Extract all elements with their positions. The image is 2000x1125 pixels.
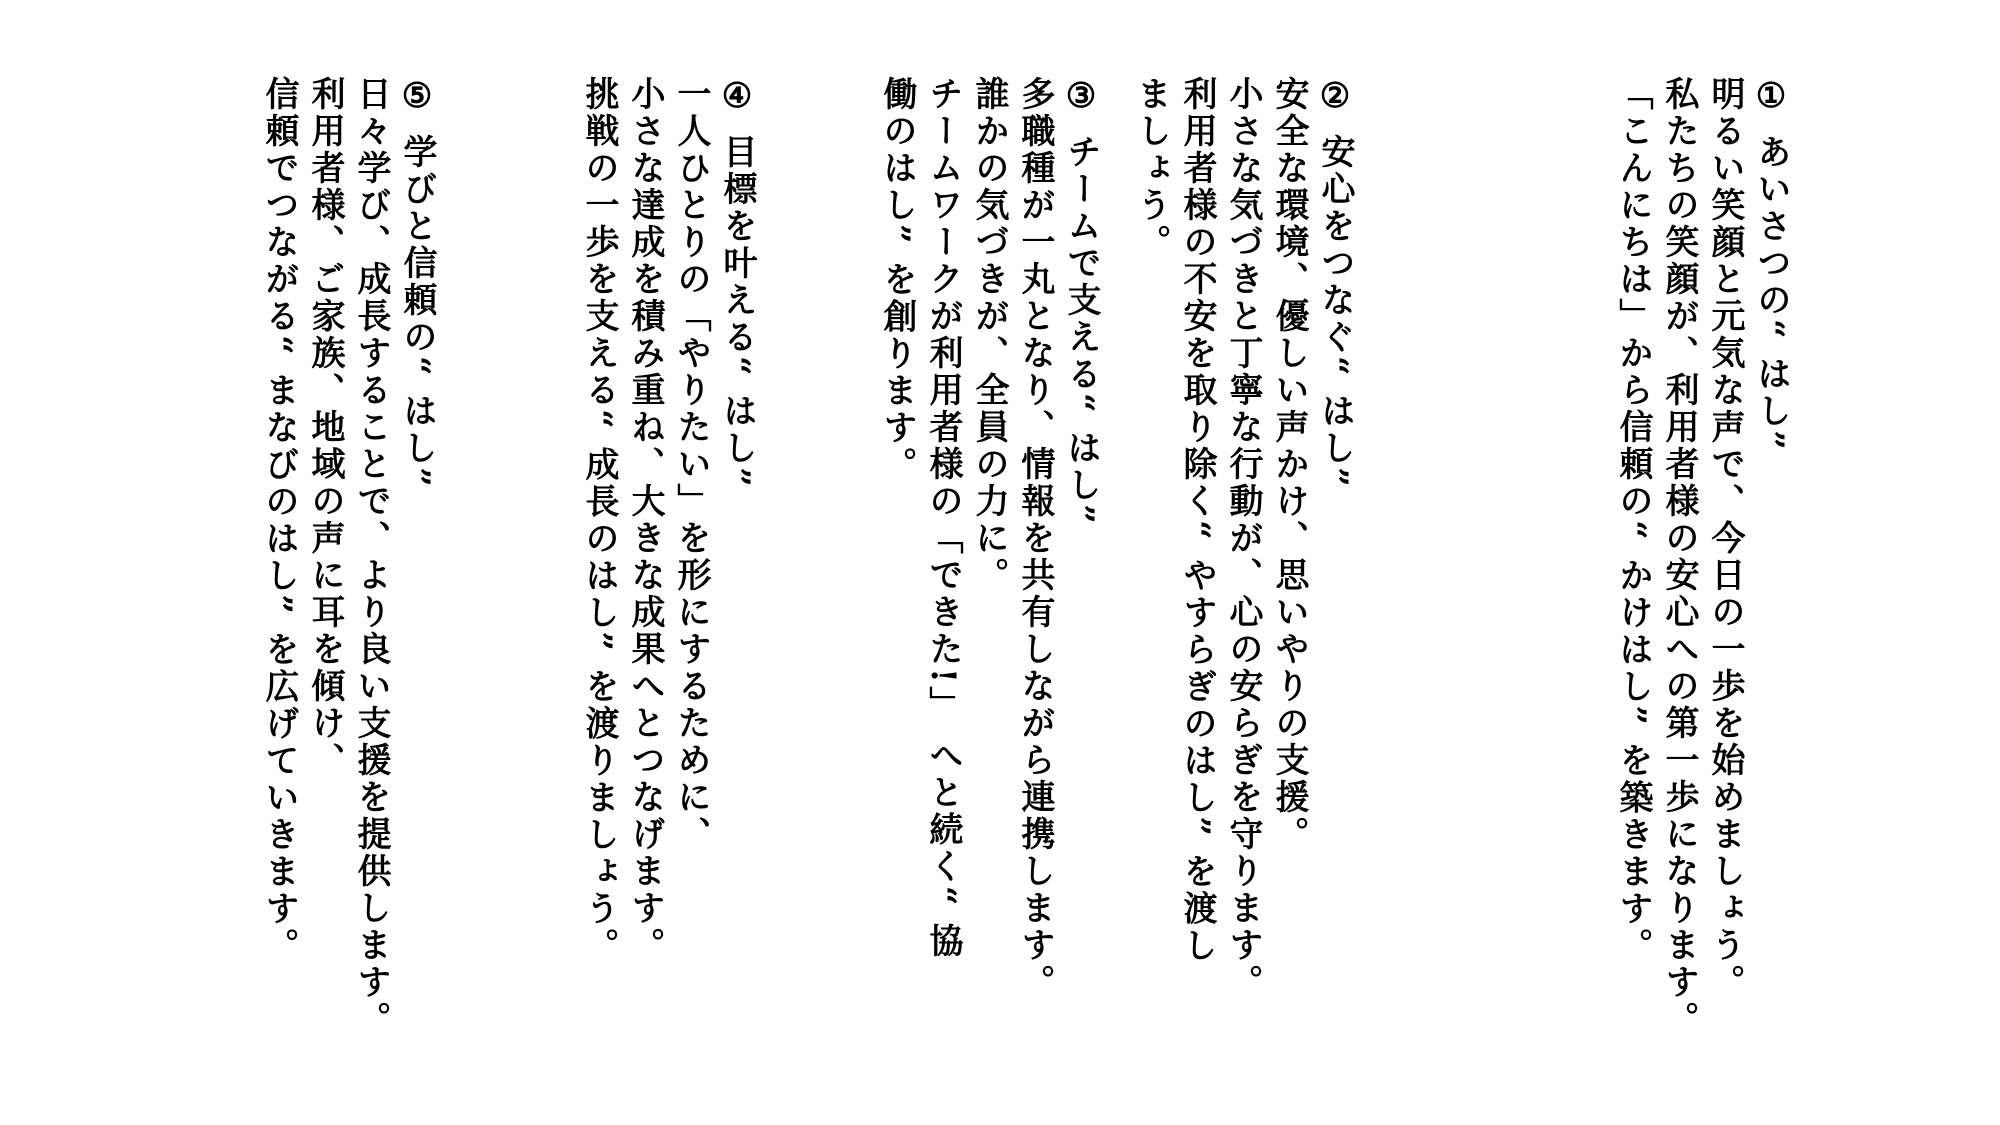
section-line: 挑戦の一歩を支える“ 成長のはし” を渡りましょう。 xyxy=(579,76,619,965)
section-line: 信頼でつながる“ まなびのはし” を広げていきます。 xyxy=(259,76,299,965)
section-line: 小さな達成を積み重ね、大きな成果へとつなげます。 xyxy=(625,76,665,964)
section-heading: ⑤ 学びと信頼の“ はし” xyxy=(397,76,437,490)
section-line: チームワークが利用者様の「できた!」 へと続く“ 協働のはし” を創ります。 xyxy=(877,76,963,961)
section-line: 明るい笑顔と元気な声で、今日の一歩を始めましょう。 xyxy=(1705,76,1745,1001)
section-line: 利用者様、ご家族、地域の声に耳を傾け、 xyxy=(305,76,345,779)
section-heading: ④ 目標を叶える“ はし” xyxy=(717,76,757,490)
section-anshin xyxy=(1128,76,1358,1076)
section-mokuhyou xyxy=(576,76,760,1076)
section-heading: ② 安心をつなぐ“ はし” xyxy=(1315,76,1355,490)
section-line: 誰かの気づきが、全員の力に。 xyxy=(969,76,1009,594)
section-line: 多職種が一丸となり、情報を共有しながら連携します。 xyxy=(1015,76,1055,1001)
section-heading: ① あいさつの“ はし” xyxy=(1751,76,1791,453)
section-heading: ③ チームで支える“ はし” xyxy=(1061,76,1101,527)
section-team xyxy=(874,76,1104,1076)
section-line: 小さな気づきと丁寧な行動が、心の安らぎを守ります。 xyxy=(1223,76,1263,1001)
section-line: 一人ひとりの「やりたい」を形にするために、 xyxy=(671,76,711,853)
section-line: 「こんにちは」から信頼の“ かけはし” を築きます。 xyxy=(1613,76,1653,965)
section-line: 私たちの笑顔が、利用者様の安心への第一歩になります。 xyxy=(1659,76,1699,1038)
section-line: 安全な環境、優しい声かけ、思いやりの支援。 xyxy=(1269,76,1309,853)
section-line: 利用者様の不安を取り除く“ やすらぎのはし” を渡しましょう。 xyxy=(1131,76,1217,965)
section-manabi xyxy=(256,76,440,1076)
section-line: 日々学び、成長することで、より良い支援を提供します。 xyxy=(351,76,391,1038)
section-aisatsu xyxy=(1610,76,1794,1076)
